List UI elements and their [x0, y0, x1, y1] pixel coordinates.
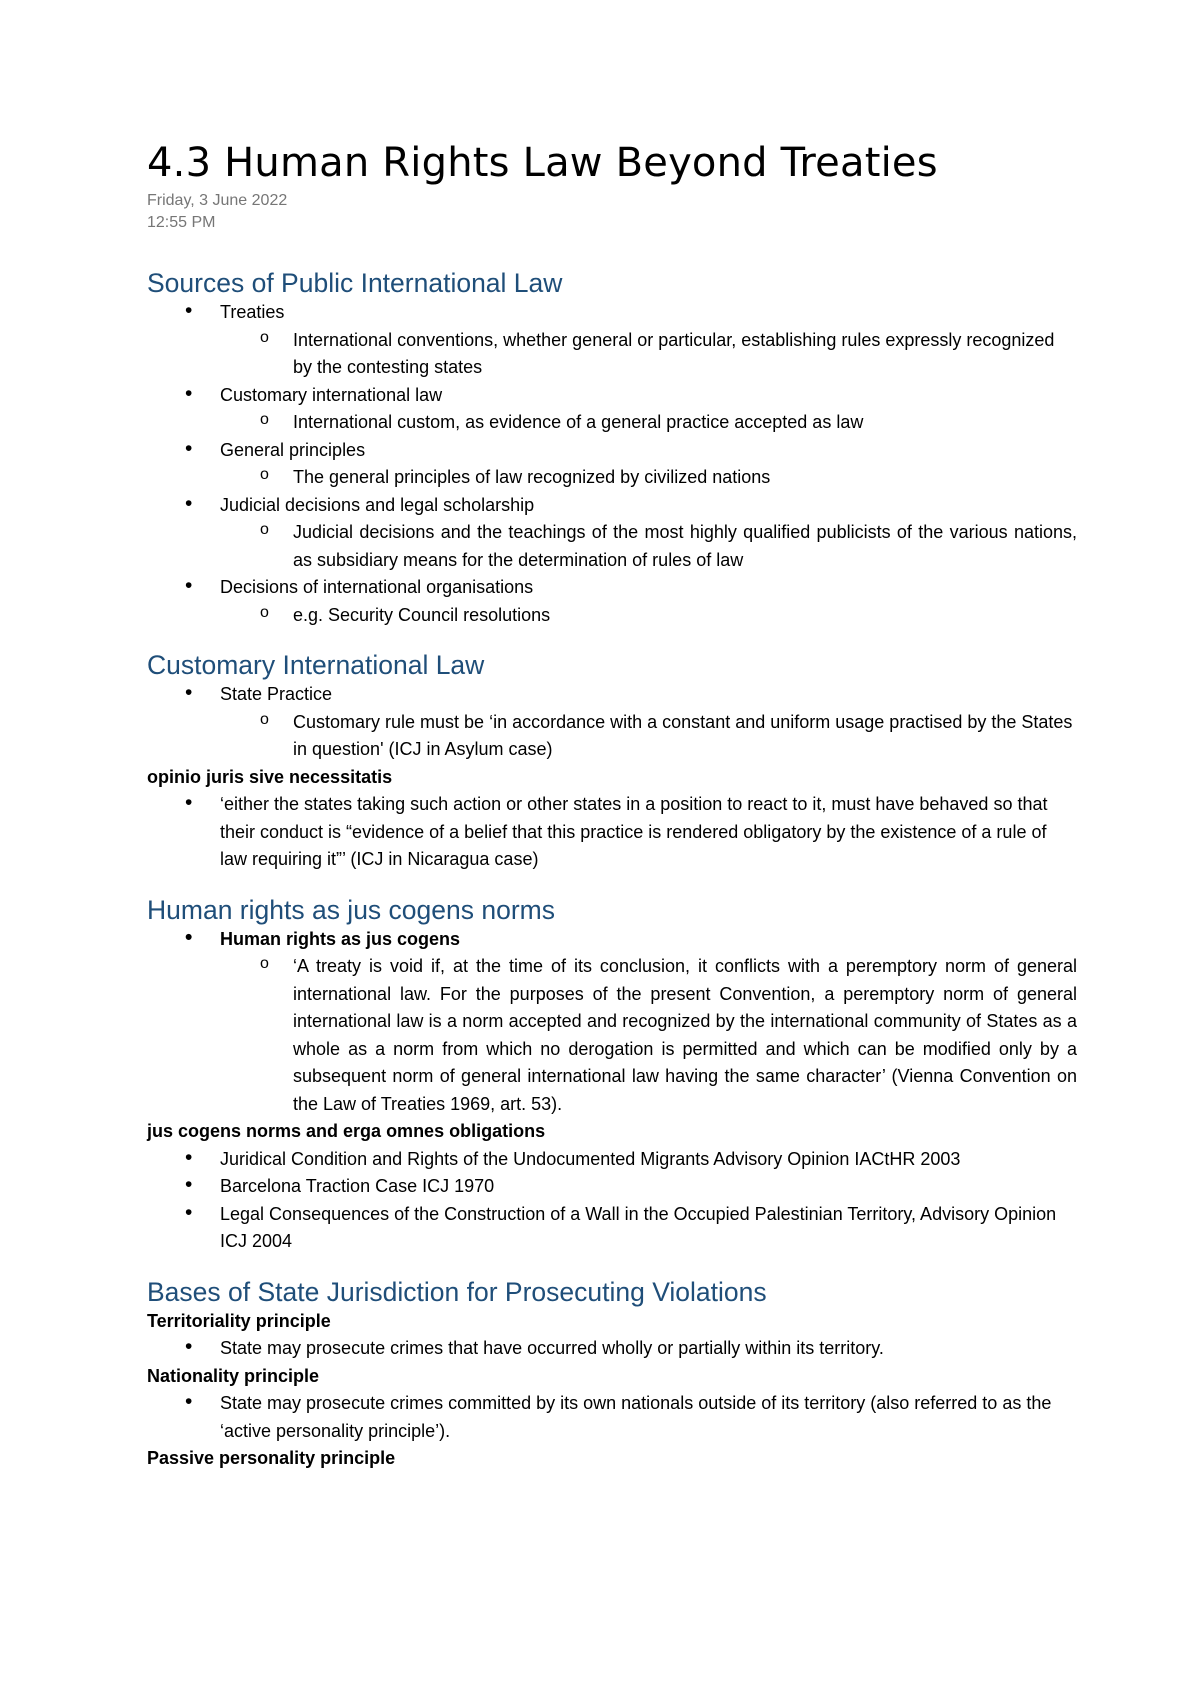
subheading-erga-omnes: jus cogens norms and erga omnes obligations — [147, 1121, 546, 1141]
list-item: • State may prosecute crimes that have occurred wholly or partially within its territory. — [147, 1335, 1077, 1363]
list-item: • Judicial decisions and legal scholarship — [147, 492, 1077, 520]
list-item: • State may prosecute crimes committed by its own nationals outside of its territory (also referred to as the ‘active personality principle’). — [147, 1390, 1077, 1445]
list-item: • Legal Consequences of the Construction of a Wall in the Occupied Palestinian Territory, Advisory Opinion ICJ 2004 — [147, 1201, 1077, 1256]
subheading-passive-personality: Passive personality principle — [147, 1448, 396, 1468]
list-item: o Customary rule must be ‘in accordance with a constant and uniform usage practised by the States in question' (ICJ in Asylum case) — [147, 709, 1077, 764]
page-title: 4.3 Human Rights Law Beyond Treaties — [147, 140, 938, 186]
list-item: o e.g. Security Council resolutions — [147, 602, 1077, 630]
heading-sources: Sources of Public International Law — [147, 268, 563, 298]
subheading-nationality: Nationality principle — [147, 1365, 320, 1386]
customary-list — [147, 681, 1077, 764]
territoriality-list — [147, 1335, 1077, 1363]
jus-cogens-list — [147, 926, 1077, 1119]
list-item: • ‘either the states taking such action or other states in a position to react to it, must have behaved so that their conduct is “evidence of a belief that this practice is rendered obligatory by the existence of a rule of law requiring it”’ (ICJ in Nicaragua case) — [147, 791, 1077, 874]
note-date: Friday, 3 June 2022 — [147, 192, 288, 209]
list-item: • Customary international law — [147, 382, 1077, 410]
heading-jus-cogens: Human rights as jus cogens norms — [147, 894, 555, 925]
erga-omnes-list — [147, 1146, 1077, 1256]
list-item: o ‘A treaty is void if, at the time of its conclusion, it conflicts with a peremptory norm of general international law. For the purposes of the present Convention, a peremptory norm of general international law is a norm accepted and recognized by the international community of States as a whole as a norm from which no derogation is permitted and which can be modified only by a subsequent norm of general international law having the same character’ (Vienna Convention on the Law of Treaties 1969, art. 53). — [147, 953, 1077, 1118]
list-item: • State Practice — [147, 681, 1077, 709]
nationality-list — [147, 1390, 1077, 1445]
list-item: o Judicial decisions and the teachings of the most highly qualified publicists of the various nations, as subsidiary means for the determination of rules of law — [147, 519, 1077, 574]
note-time: 12:55 PM — [147, 214, 216, 231]
list-item: • Juridical Condition and Rights of the Undocumented Migrants Advisory Opinion IACtHR 2003 — [147, 1146, 1077, 1174]
list-item: • General principles — [147, 437, 1077, 465]
list-item: o International custom, as evidence of a general practice accepted as law — [147, 409, 1077, 437]
sources-list — [147, 299, 1077, 629]
heading-jurisdiction: Bases of State Jurisdiction for Prosecuting Violations — [147, 1276, 767, 1307]
subheading-opinio-juris: opinio juris sive necessitatis — [147, 766, 393, 787]
note-page — [147, 138, 1077, 1473]
subheading-territoriality: Territoriality principle — [147, 1310, 331, 1331]
list-item: • Decisions of international organisations — [147, 574, 1077, 602]
list-item: o The general principles of law recognized by civilized nations — [147, 464, 1077, 492]
list-item: o International conventions, whether general or particular, establishing rules expressly recognized by the contesting states — [147, 327, 1077, 382]
heading-customary: Customary International Law — [147, 650, 485, 680]
list-item: • Barcelona Traction Case ICJ 1970 — [147, 1173, 1077, 1201]
list-item: • Treaties — [147, 299, 1077, 327]
opinio-list — [147, 791, 1077, 874]
list-item: • Human rights as jus cogens — [147, 926, 1077, 954]
